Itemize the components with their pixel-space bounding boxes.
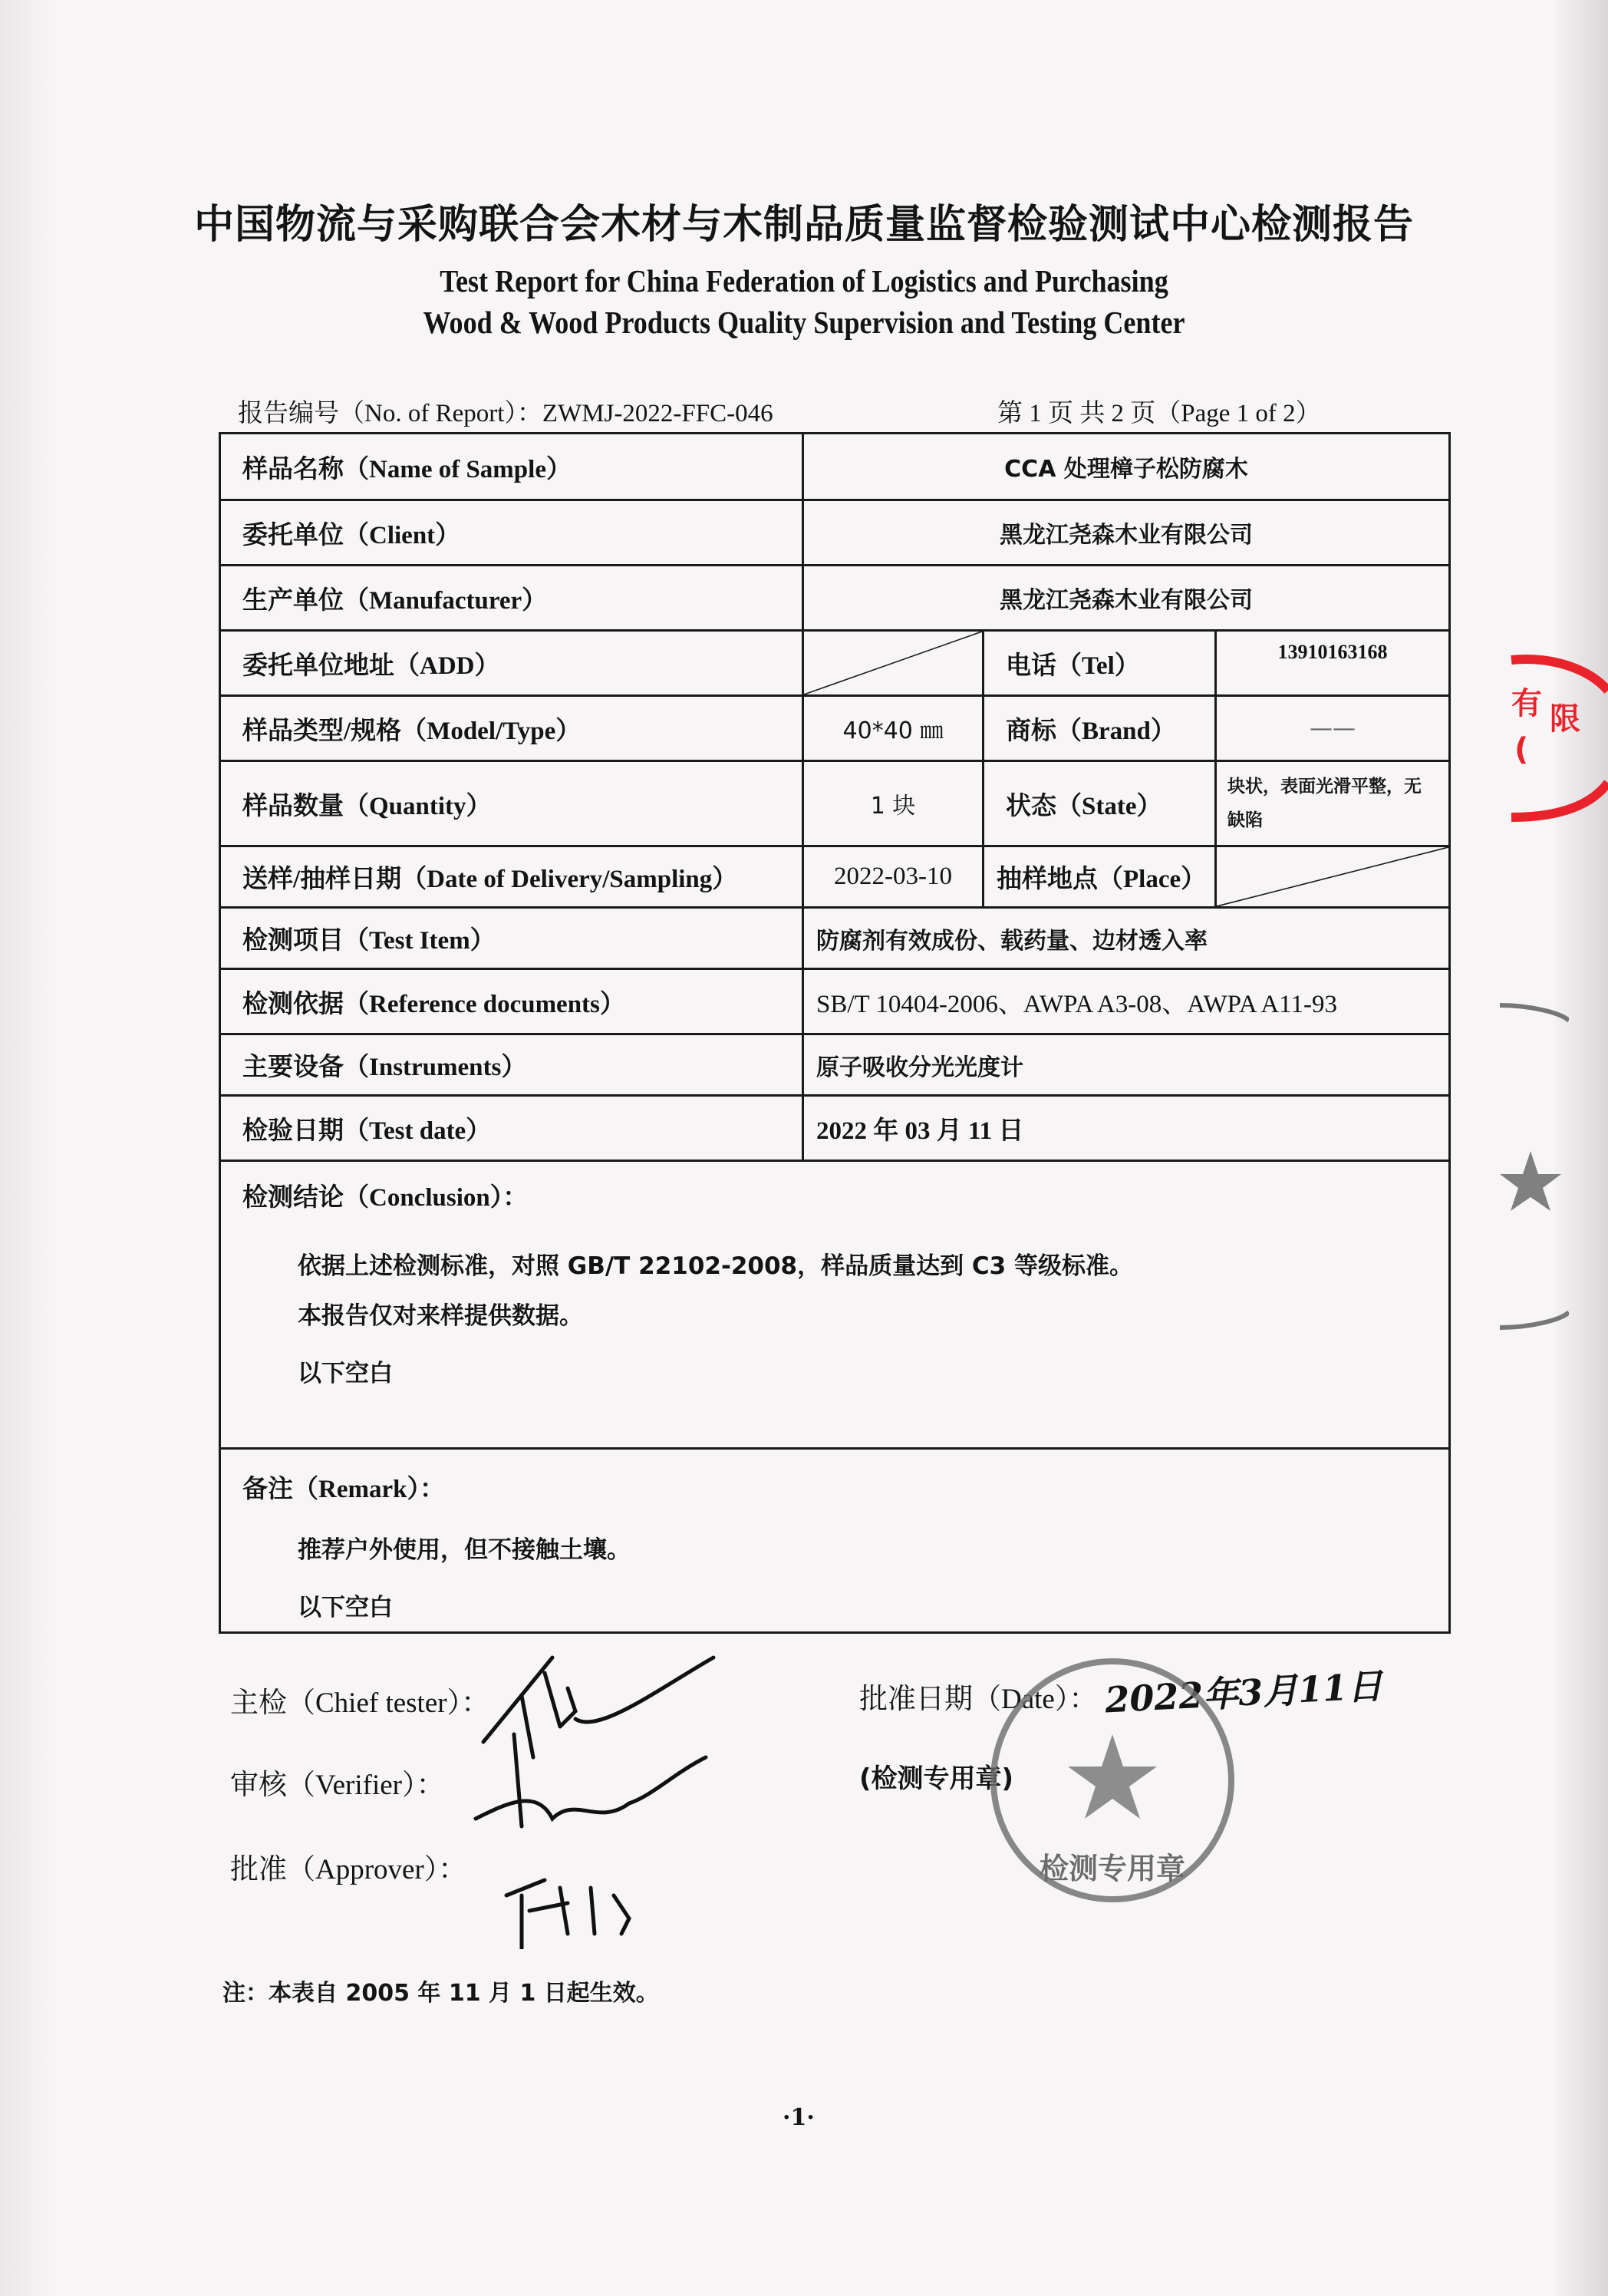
value-test-date: 2022 年 03 月 11 日 bbox=[803, 1096, 1450, 1161]
label-manufacturer: 生产单位（Manufacturer） bbox=[220, 566, 803, 631]
report-title-cn: 中国物流与采购联合会木材与木制品质量监督检验测试中心检测报告 bbox=[193, 202, 1414, 248]
remark-line-2: 以下空白 bbox=[298, 1594, 393, 1621]
page-number: ·1· bbox=[783, 2104, 815, 2131]
handwritten-signatures-icon bbox=[460, 1642, 767, 1949]
label-test-date: 检验日期（Test date） bbox=[220, 1096, 803, 1161]
conclusion-line-2: 本报告仅对来样提供数据。 bbox=[298, 1302, 583, 1330]
empty-cell-slash-icon bbox=[1217, 847, 1448, 906]
label-address: 委托单位地址（ADD） bbox=[220, 631, 803, 696]
conclusion-line-1: 依据上述检测标准，对照 GB/T 22102-2008，样品质量达到 C3 等级标准。 bbox=[298, 1252, 1134, 1280]
row-address bbox=[220, 631, 1450, 696]
value-place-empty bbox=[1216, 846, 1450, 908]
value-client: 黑龙江尧森木业有限公司 bbox=[803, 500, 1450, 566]
report-number bbox=[238, 393, 773, 429]
empty-cell-slash-icon bbox=[804, 632, 982, 694]
row-model bbox=[220, 696, 1450, 761]
row-client bbox=[220, 500, 1450, 566]
report-title-en-line1: Test Report for China Federation of Logistics and Purchasing bbox=[440, 263, 1168, 299]
label-reference: 检测依据（Reference documents） bbox=[220, 969, 803, 1034]
report-number-value: ZWMJ-2022-FFC-046 bbox=[542, 400, 773, 427]
label-delivery: 送样/抽样日期（Date of Delivery/Sampling） bbox=[220, 846, 803, 908]
red-company-seal-partial-icon bbox=[1504, 629, 1608, 844]
row-reference bbox=[220, 969, 1450, 1034]
label-client: 委托单位（Client） bbox=[220, 500, 803, 566]
conclusion-line-3: 以下空白 bbox=[298, 1360, 393, 1387]
value-manufacturer: 黑龙江尧森木业有限公司 bbox=[803, 566, 1450, 631]
label-instruments: 主要设备（Instruments） bbox=[220, 1034, 803, 1096]
label-tel: 电话（Tel） bbox=[984, 631, 1216, 696]
value-quantity: 1 块 bbox=[803, 761, 984, 846]
verifier-label: 审核（Verifier）： bbox=[230, 1770, 445, 1801]
svg-text:(: ( bbox=[1514, 732, 1529, 767]
report-table bbox=[219, 432, 1451, 1634]
row-conclusion bbox=[220, 1161, 1450, 1449]
label-state: 状态（State） bbox=[984, 761, 1216, 846]
remark-cell bbox=[220, 1449, 1450, 1633]
value-sample-name: CCA 处理樟子松防腐木 bbox=[803, 434, 1450, 500]
label-brand: 商标（Brand） bbox=[984, 696, 1216, 761]
seal-label: (检测专用章) bbox=[859, 1763, 1014, 1794]
report-title-en-line2: Wood & Wood Products Quality Supervision and Testing Center bbox=[423, 305, 1185, 340]
label-model: 样品类型/规格（Model/Type） bbox=[220, 696, 803, 761]
row-delivery bbox=[220, 846, 1450, 908]
value-brand: —— bbox=[1216, 696, 1450, 761]
row-instruments bbox=[220, 1034, 1450, 1096]
conclusion-cell bbox=[220, 1161, 1450, 1449]
label-quantity: 样品数量（Quantity） bbox=[220, 761, 803, 846]
value-test-item: 防腐剂有效成份、载药量、边材透入率 bbox=[803, 908, 1450, 969]
label-sample-name: 样品名称（Name of Sample） bbox=[220, 434, 803, 500]
approval-date-label: 批准日期（Date）： bbox=[859, 1684, 1098, 1715]
value-reference: SB/T 10404-2006、AWPA A3-08、AWPA A11-93 bbox=[803, 969, 1450, 1034]
approver-label: 批准（Approver）： bbox=[230, 1854, 467, 1885]
report-number-label: 报告编号（No. of Report）： bbox=[238, 400, 542, 427]
row-test-date bbox=[220, 1096, 1450, 1161]
svg-text:有: 有 bbox=[1511, 686, 1542, 721]
value-tel: 13910163168 bbox=[1216, 631, 1450, 696]
testing-seal-icon bbox=[982, 1650, 1243, 1911]
value-model: 40*40 ㎜ bbox=[803, 696, 984, 761]
row-manufacturer bbox=[220, 566, 1450, 631]
row-test-item bbox=[220, 908, 1450, 969]
row-sample-name bbox=[220, 434, 1450, 500]
conclusion-label: 检测结论（Conclusion）： bbox=[242, 1184, 529, 1212]
row-remark bbox=[220, 1449, 1450, 1633]
footer-note: 注：本表自 2005 年 11 月 1 日起生效。 bbox=[222, 1980, 659, 2007]
row-quantity bbox=[220, 761, 1450, 846]
value-state: 块状，表面光滑平整，无缺陷 bbox=[1216, 761, 1450, 846]
remark-line-1: 推荐户外使用，但不接触土壤。 bbox=[298, 1536, 631, 1564]
svg-text:限: 限 bbox=[1550, 701, 1580, 737]
scan-edge-left bbox=[0, 0, 54, 2296]
value-instruments: 原子吸收分光光度计 bbox=[803, 1034, 1450, 1096]
label-test-item: 检测项目（Test Item） bbox=[220, 908, 803, 969]
value-delivery-date: 2022-03-10 bbox=[803, 846, 984, 908]
page-info: 第 1 页 共 2 页（Page 1 of 2） bbox=[997, 400, 1321, 427]
grey-seal-partial-icon bbox=[1484, 998, 1569, 1335]
value-address-empty bbox=[803, 631, 984, 696]
seal-text: 检测专用章 bbox=[1039, 1852, 1186, 1885]
label-place: 抽样地点（Place） bbox=[984, 846, 1216, 908]
approval-date-handwritten: 2022年3月11日 bbox=[1103, 1664, 1384, 1721]
remark-label: 备注（Remark）： bbox=[242, 1476, 445, 1503]
chief-tester-label: 主检（Chief tester）： bbox=[230, 1687, 490, 1719]
